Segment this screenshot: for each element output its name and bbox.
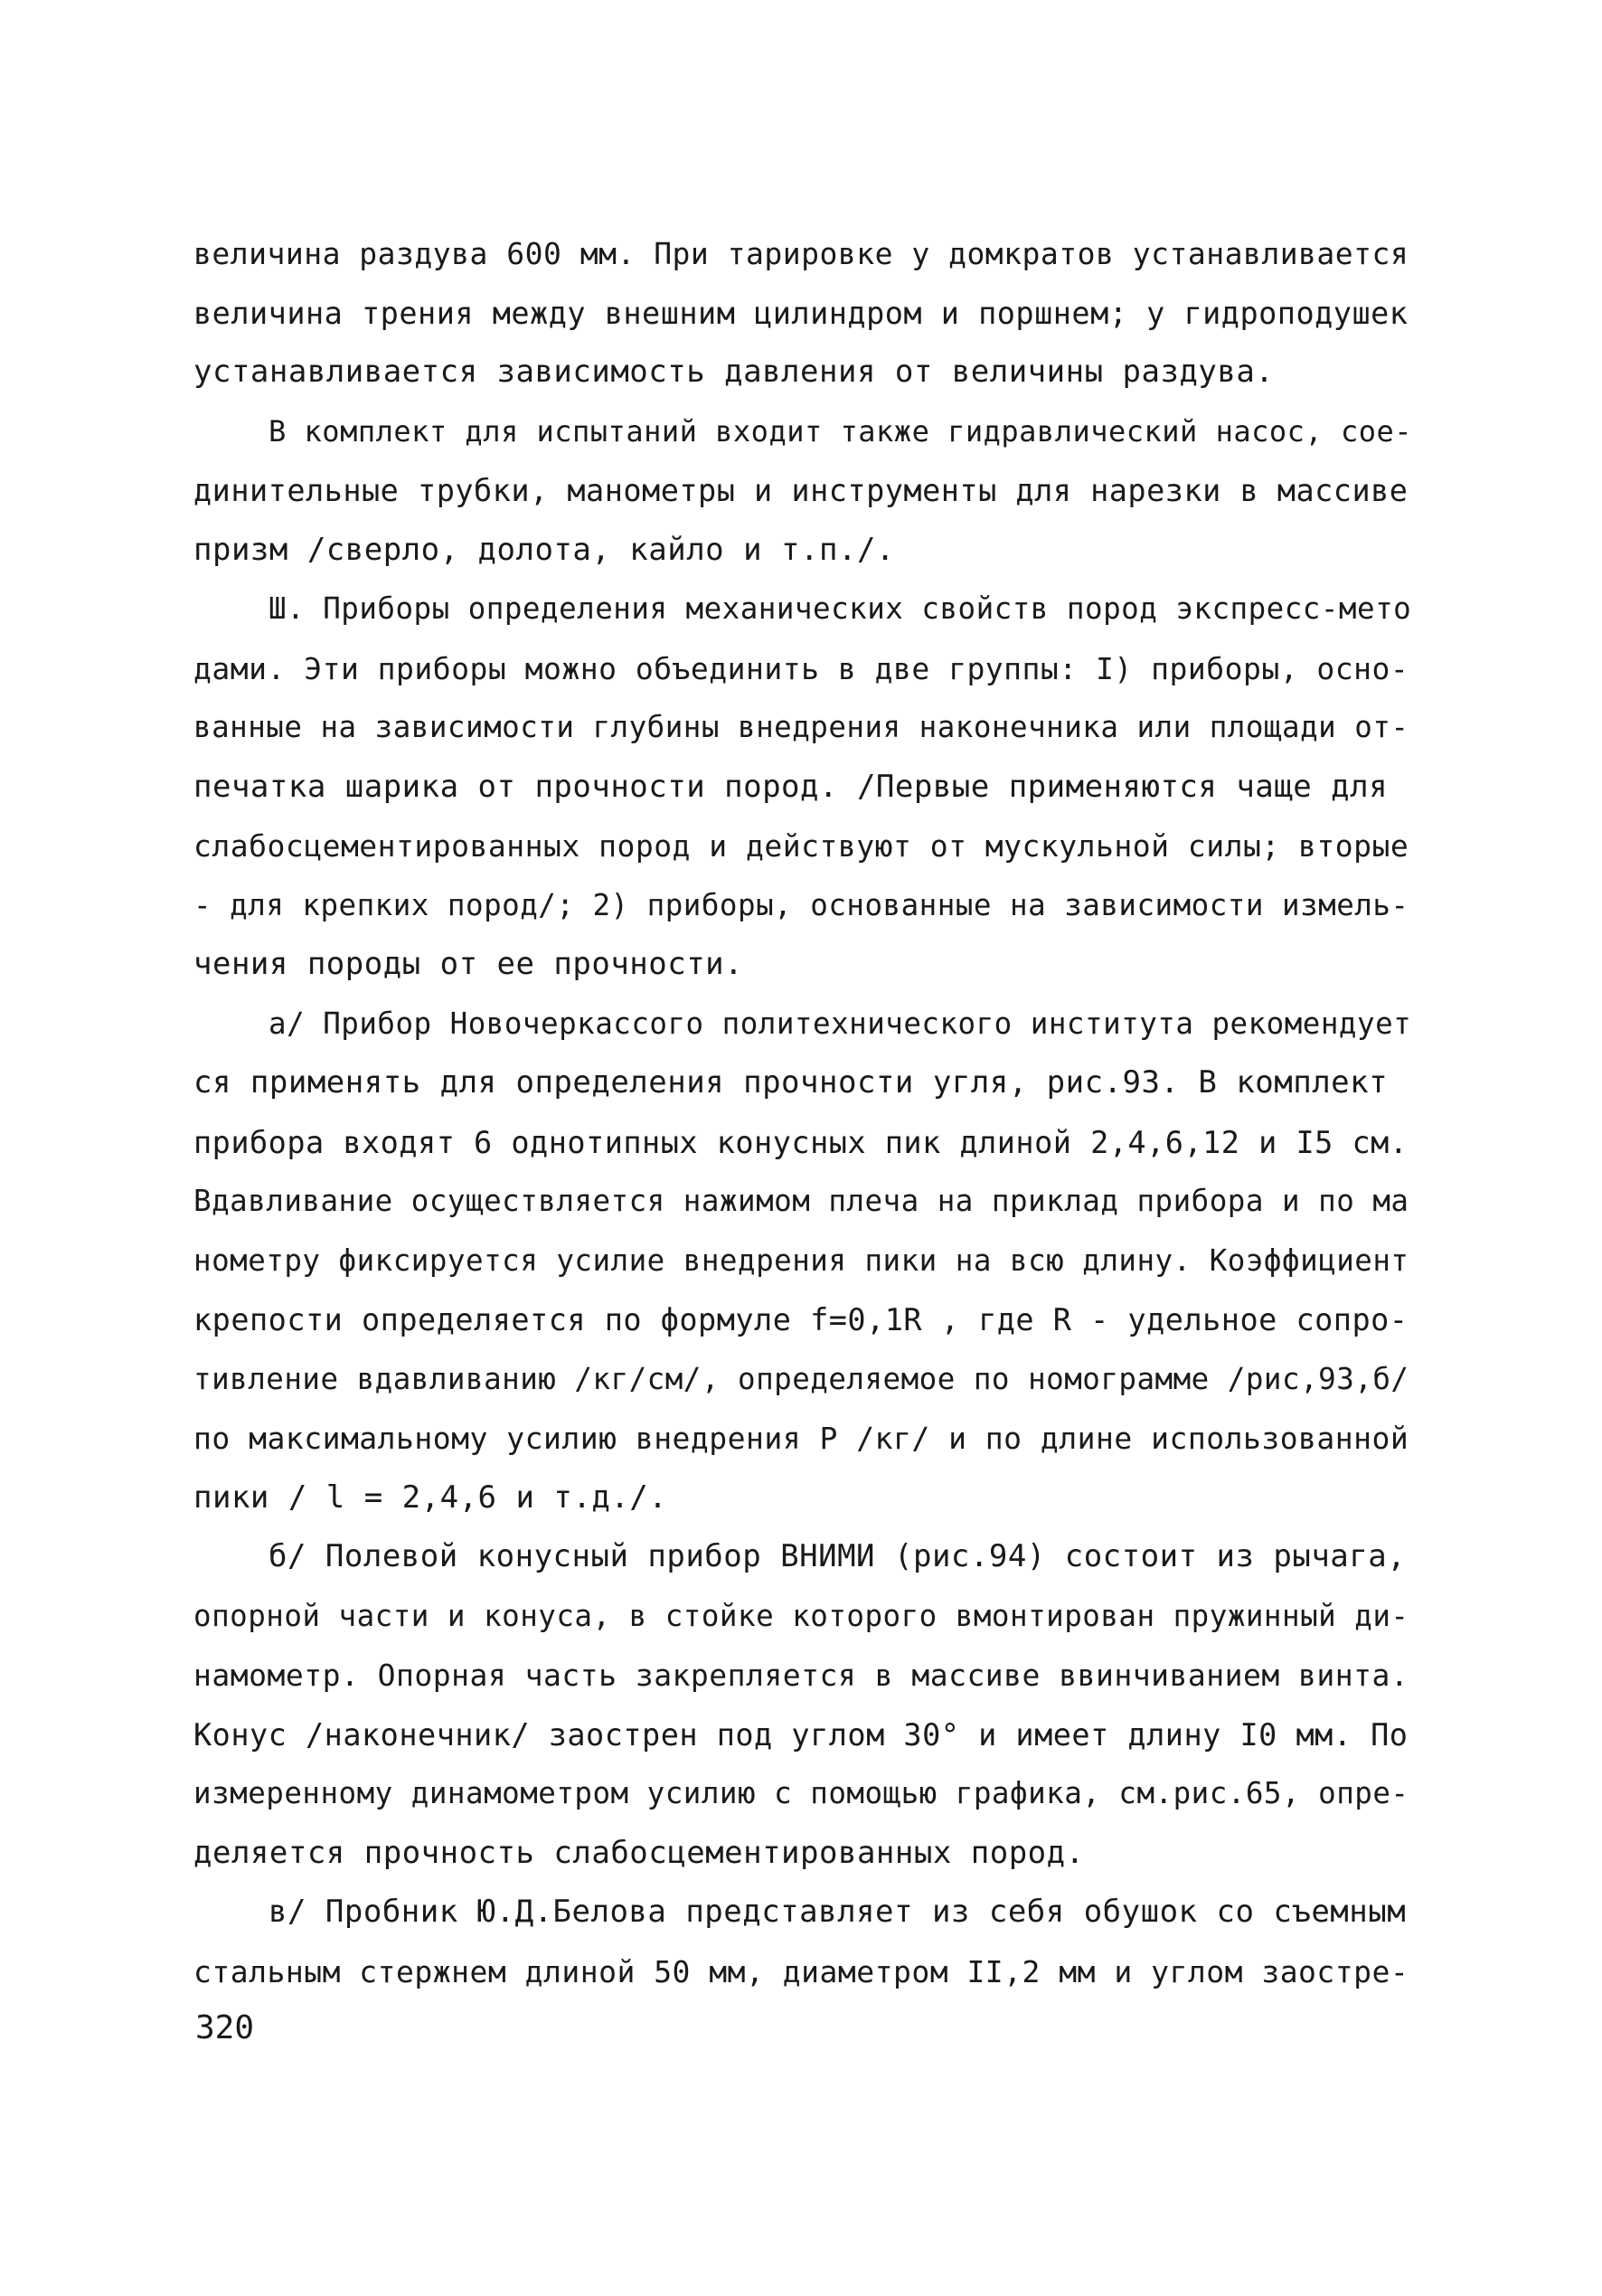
page-number: 320: [195, 2009, 255, 2046]
text-line: деляется прочность слабосцементированных пород.: [193, 1834, 1085, 1871]
text-line: дами. Эти приборы можно объединить в две группы: I) приборы, осно-: [193, 650, 1409, 686]
text-line: печатка шарика от прочности пород. /Первые применяются чаще для: [193, 768, 1389, 805]
text-line: величина трения между внешним цилиндром и поршнем; у гидроподушек: [193, 295, 1409, 331]
text-line: прибора входят 6 однотипных конусных пик длиной 2,4,6,12 и I5 см.: [193, 1124, 1409, 1160]
text-line: стальным стержнем длиной 50 мм, диаметром II,2 мм и углом заостре-: [193, 1953, 1409, 1989]
text-line: Конус /наконечник/ заострен под углом 30° и имеет длину I0 мм. По: [193, 1716, 1409, 1753]
text-line: Вдавливание осуществляется нажимом плеча на приклад прибора и по ма: [193, 1184, 1409, 1218]
text-line: измеренному динамометром усилию с помощью графика, см.рис.65, опре-: [193, 1776, 1409, 1810]
text-line: крепости определяется по формуле f=0,1R , где R - удельное сопро-: [193, 1302, 1409, 1337]
text-line: нометру фиксируется усилие внедрения пики на всю длину. Коэффициент: [193, 1242, 1409, 1278]
text-line: призм /сверло, долота, кайло и т.п./.: [193, 531, 895, 568]
text-line: ся применять для определения прочности угля, рис.93. В комплект: [193, 1064, 1389, 1101]
text-line: устанавливается зависимость давления от величины раздува.: [193, 354, 1275, 390]
text-line: - для крепких пород/; 2) приборы, основанные на зависимости измель-: [193, 887, 1409, 922]
text-line: чения породы от ее прочности.: [193, 946, 744, 982]
text-line: тивление вдавливанию /кг/см/, определяемое по номограмме /рис,93,б/: [193, 1361, 1409, 1396]
text-line: динительные трубки, манометры и инструменты для нарезки в массиве: [193, 473, 1409, 508]
body-text: [193, 224, 1423, 2001]
text-line: величина раздува 600 мм. При тарировке у домкратов устанавливается: [193, 236, 1409, 271]
text-line: опорной части и конуса, в стойке которого вмонтирован пружинный ди-: [193, 1598, 1409, 1633]
text-line: по максимальному усилию внедрения P /кг/ и по длине использованной: [193, 1421, 1409, 1456]
text-line: ванные на зависимости глубины внедрения наконечника или площади от-: [193, 710, 1409, 744]
text-line: слабосцементированных пород и действуют от мускульной силы; вторые: [193, 828, 1409, 864]
text-line: пики / l = 2,4,6 и т.д./.: [193, 1479, 668, 1516]
text-line: а/ Прибор Новочеркассого политехнического института рекомендует: [269, 1006, 1412, 1041]
text-line: В комплект для испытаний входит также гидравлический насос, сое-: [269, 413, 1412, 449]
text-line: в/ Пробник Ю.Д.Белова представляет из себя обушок со съемным: [269, 1894, 1407, 1930]
text-line: Ш. Приборы определения механических свойств пород экспресс-мето: [269, 591, 1412, 626]
text-line: намометр. Опорная часть закрепляется в массиве ввинчиванием винта.: [193, 1658, 1409, 1693]
text-line: б/ Полевой конусный прибор ВНИМИ (рис.94) состоит из рычага,: [269, 1538, 1407, 1574]
